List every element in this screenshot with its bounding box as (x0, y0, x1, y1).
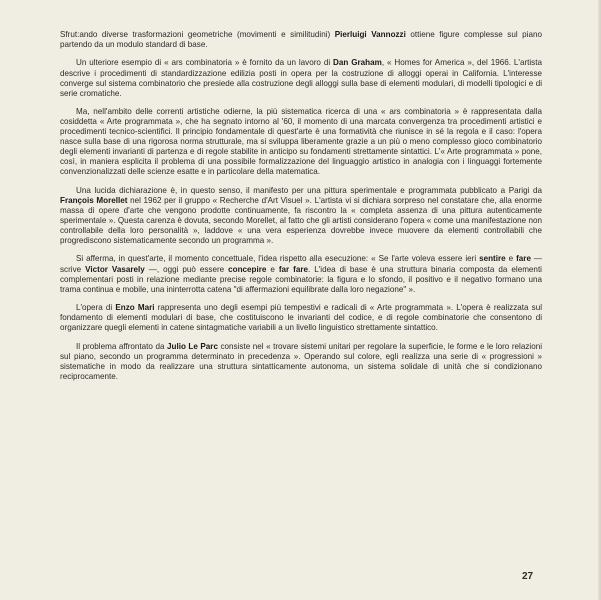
page-number: 27 (522, 571, 534, 582)
paragraph: Il problema affrontato da Julio Le Parc consiste nel « trovare sistemi unitari per regolare la superficie, le forme e le loro relazioni sul piano, secondo un programma determinato in precedenza ». Operando sul colore, egli realizza una serie di « progressioni » sistematiche in modo da realizzare una struttura sintatticamente autonoma, un sistema solidale di unità che si condizionano reciprocamente. (60, 341, 542, 381)
emphasis: sentire (479, 254, 506, 264)
paragraph: Ma, nell'ambito delle correnti artistiche odierne, la più sistematica ricerca di una « ars combinatoria » è rappresentata dalla cosiddetta « Arte programmata », che ha segnato intorno al '60, il momento di una marcata convergenza tra procedimenti artistici e procedimenti tecnico-scientifici. Il principio fondamentale di quest'arte è una formatività che riunisce in sé la regola e il caso: l'opera nasce sulla base di una rigorosa norma strutturale, ma si sviluppa liberamente grazie a un più o meno complesso gioco combinatorio degli elementi invarianti di partenza e di regole stabilite in anticipo su fondamenti strettamente sintattici. L'« Arte programmata » pone, così, in maniera esplicita il problema di una possibile formalizzazione del linguaggio artistico in analogia con i linguaggi fortemente convenzionalizzati delle scienze esatte e in particolare della matematica. (60, 107, 542, 177)
artist-name: Julio Le Parc (167, 341, 218, 351)
artist-name: Dan Graham (333, 58, 382, 68)
paragraph: Un ulteriore esempio di « ars combinatoria » è fornito da un lavoro di Dan Graham, « Homes for America », del 1966. L'artista descrive i procedimenti di standardizzazione edilizia posti in opera per la costruzione di alloggi operai in California. L'interesse converge sul sistema combinatorio che presiede alla costruzione degli alloggi sulla base di elementi modulari, di modelli tipologici e di serie cromatiche. (60, 58, 542, 98)
paragraph: Sfrut:ando diverse trasformazioni geometriche (movimenti e similitudini) Pierluigi Vannozzi ottiene figure complesse sul piano partendo da un modulo standard di base. (60, 30, 542, 50)
artist-name: Victor Vasarely (85, 264, 145, 274)
body-text (60, 30, 542, 390)
emphasis: concepire (228, 264, 267, 274)
paragraph: L'opera di Enzo Mari rappresenta uno degli esempi più tempestivi e radicali di « Arte programmata ». L'opera è realizzata sul fondamento di elementi modulari di base, che costituiscono le invarianti del codice, e di regole combinatorie che consentono di organizzare quegli elementi in catene sintagmatiche variabili a un livello linguistico strettamente sintattico. (60, 303, 543, 333)
artist-name: Pierluigi Vannozzi (334, 30, 406, 39)
artist-name: François Morellet (60, 195, 128, 205)
emphasis: fare (516, 254, 531, 264)
artist-name: Enzo Mari (115, 303, 155, 313)
emphasis: far fare (278, 264, 309, 274)
paragraph: Una lucida dichiarazione è, in questo senso, il manifesto per una pittura sperimentale e programmata pubblicato a Parigi da François Morellet nel 1962 per il gruppo « Recherche d'Art Visuel ». L'artista vi si dichiara sorpreso nel constatare che, alla enorme massa di opere d'arte che vengono prodotte continuamente, fa riscontro la « completa assenza di una pittura autenticamente sperimentale ». Questa carenza è dovuta, secondo Morellet, al fatto che gli artisti considerano l'opera « come una manifestazione non controllabile della loro personalità », laddove « una vera esperienza dovrebbe invece muovere da elementi controllabili che progrediscono sistematicamente secondo un programma ». (60, 185, 542, 246)
paragraph: Si afferma, in quest'arte, il momento concettuale, l'idea rispetto alla esecuzione: « Se l'arte voleva essere ieri sentire e fare — scrive Victor Vasarely —, oggi può essere concepire e far fare. L'idea di base è una struttura binaria composta da elementi complementari posti in relazione mediante precise regole combinatorie: la figura e lo sfondo, il positivo e il negativo formano una trama continua e mobile, una ininterrotta catena "di affermazioni equilibrate dalla loro negazione" ». (60, 254, 543, 294)
